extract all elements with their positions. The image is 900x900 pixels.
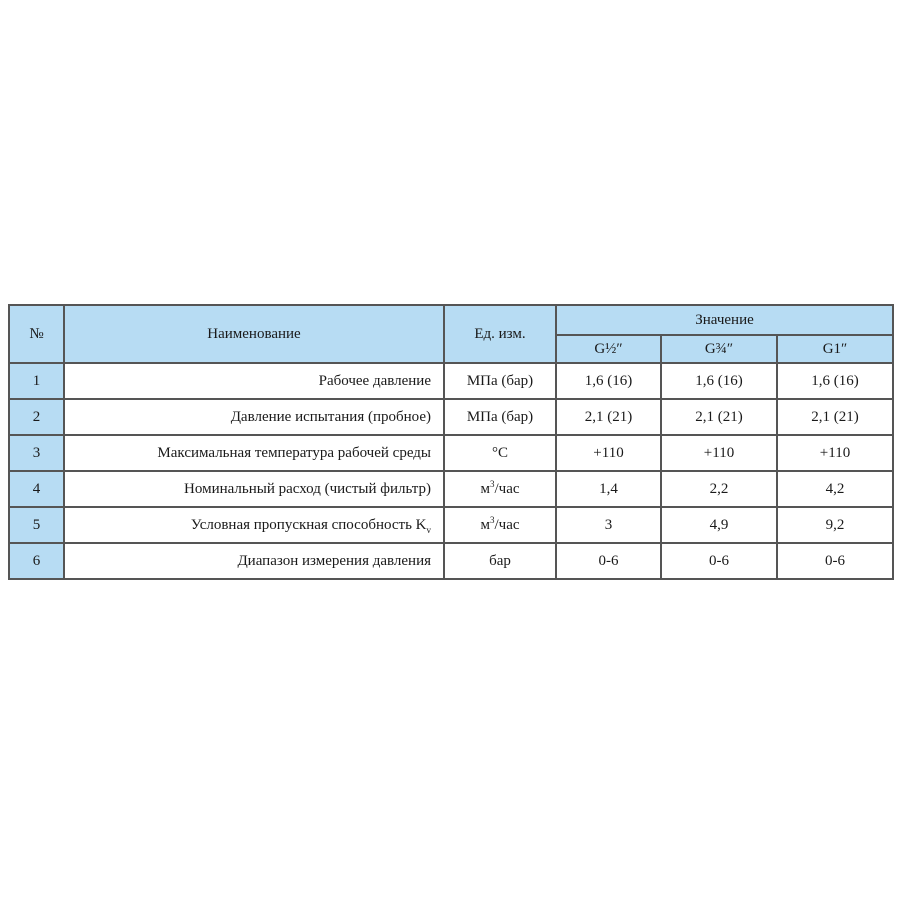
row-name: Номинальный расход (чистый фильтр)	[64, 471, 444, 507]
row-unit: °С	[444, 435, 556, 471]
row-value: 2,1 (21)	[777, 399, 893, 435]
row-value: +110	[777, 435, 893, 471]
header-unit: Ед. изм.	[444, 305, 556, 363]
row-value: 1,4	[556, 471, 661, 507]
header-value-group: Значение	[556, 305, 893, 335]
table-row	[9, 507, 893, 543]
unit-tail: /час	[494, 516, 520, 533]
row-number: 2	[9, 399, 64, 435]
row-value: 2,1 (21)	[556, 399, 661, 435]
unit-base: м	[480, 516, 490, 533]
row-name: Диапазон измерения давления	[64, 543, 444, 579]
unit-base: м	[480, 480, 490, 497]
row-number: 6	[9, 543, 64, 579]
row-name: Давление испытания (пробное)	[64, 399, 444, 435]
spec-table-container	[8, 304, 892, 580]
row-number: 4	[9, 471, 64, 507]
header-name: Наименование	[64, 305, 444, 363]
row-value: 3	[556, 507, 661, 543]
row-value: 0-6	[556, 543, 661, 579]
row-value: 2,2	[661, 471, 777, 507]
row-value: 2,1 (21)	[661, 399, 777, 435]
table-row	[9, 399, 893, 435]
row-unit	[444, 507, 556, 543]
header-row	[9, 305, 893, 335]
header-size-2: G¾″	[661, 335, 777, 363]
row-value: 4,9	[661, 507, 777, 543]
table-row	[9, 543, 893, 579]
row-value: 9,2	[777, 507, 893, 543]
row-number: 5	[9, 507, 64, 543]
row-value: 1,6 (16)	[556, 363, 661, 399]
row-number: 3	[9, 435, 64, 471]
table-row	[9, 363, 893, 399]
row-value: +110	[556, 435, 661, 471]
unit-tail: /час	[494, 480, 520, 497]
name-subscript: v	[426, 524, 431, 535]
header-size-3: G1″	[777, 335, 893, 363]
row-value: 0-6	[777, 543, 893, 579]
row-number: 1	[9, 363, 64, 399]
unit-superscript: 3	[489, 514, 495, 525]
unit-superscript: 3	[489, 478, 495, 489]
row-unit: бар	[444, 543, 556, 579]
table-row	[9, 471, 893, 507]
spec-table	[8, 304, 894, 580]
row-value: 1,6 (16)	[777, 363, 893, 399]
row-name	[64, 507, 444, 543]
header-number: №	[9, 305, 64, 363]
row-name: Максимальная температура рабочей среды	[64, 435, 444, 471]
row-unit: МПа (бар)	[444, 363, 556, 399]
row-value: 1,6 (16)	[661, 363, 777, 399]
name-base: Условная пропускная способность K	[190, 516, 427, 533]
row-unit	[444, 471, 556, 507]
row-value: +110	[661, 435, 777, 471]
row-value: 4,2	[777, 471, 893, 507]
row-value: 0-6	[661, 543, 777, 579]
row-name: Рабочее давление	[64, 363, 444, 399]
header-size-1: G½″	[556, 335, 661, 363]
table-row	[9, 435, 893, 471]
row-unit: МПа (бар)	[444, 399, 556, 435]
